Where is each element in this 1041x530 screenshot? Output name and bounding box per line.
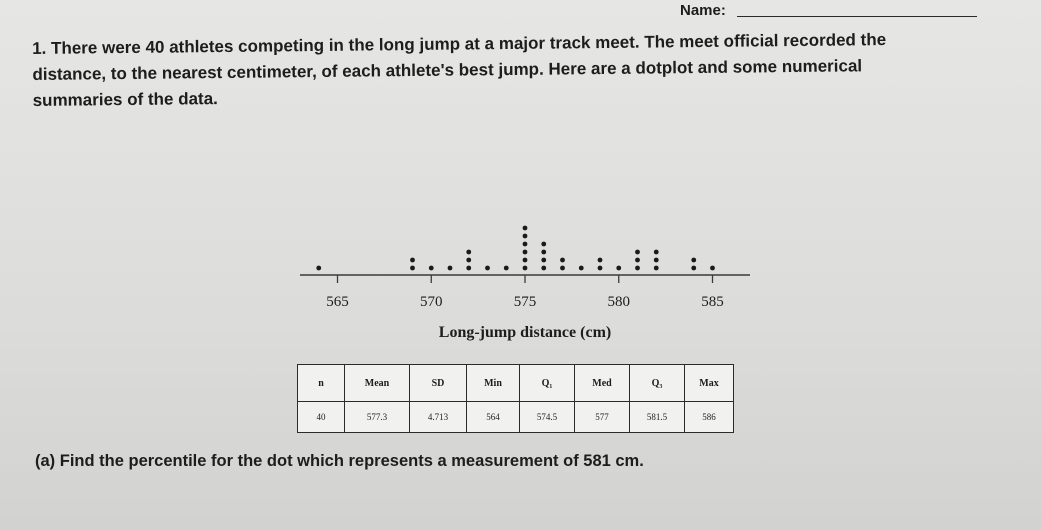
dot (598, 258, 603, 263)
dot (560, 266, 565, 271)
summary-value-row (298, 402, 734, 433)
dot (541, 242, 546, 247)
part-a-question: (a) Find the percentile for the dot which represents a measurement of 581 cm. (35, 452, 644, 470)
x-tick-label: 585 (701, 294, 724, 310)
dot (710, 266, 715, 271)
question-line-3: summaries of the data. (32, 89, 218, 110)
dot (560, 258, 565, 263)
dot (654, 266, 659, 271)
name-blank-line (737, 16, 977, 17)
x-tick-label: 575 (513, 294, 537, 310)
value-min: 564 (467, 402, 520, 433)
dot (523, 226, 528, 231)
question-line-1: 1. There were 40 athletes competing in the long jump at a major track meet. The meet official recorded the (32, 30, 887, 58)
dot (541, 258, 546, 263)
value-mean: 577.3 (345, 402, 410, 433)
dot (504, 266, 509, 271)
dot (635, 258, 640, 263)
dot (654, 250, 659, 255)
dot (635, 266, 640, 271)
dot (448, 266, 453, 271)
value-q3: 581.5 (630, 402, 685, 433)
dot (691, 258, 696, 263)
dot (635, 250, 640, 255)
dot (598, 266, 603, 271)
x-tick-label: 580 (607, 294, 630, 310)
dot (654, 258, 659, 263)
dotplot-chart (290, 200, 760, 350)
dot (466, 266, 471, 271)
dot (523, 266, 528, 271)
dot (316, 266, 321, 271)
value-n: 40 (298, 402, 345, 433)
x-tick-label: 570 (420, 294, 443, 310)
header-q1: Q₁ (520, 365, 575, 402)
name-label: Name: (680, 2, 726, 19)
dot (691, 266, 696, 271)
value-med: 577 (575, 402, 630, 433)
summary-header-row (298, 365, 734, 402)
question-text (32, 27, 933, 114)
question-line-2: distance, to the nearest centimeter, of each athlete's best jump. Here are a dotplot and some numerical (32, 56, 863, 84)
header-med: Med (575, 365, 630, 402)
header-sd: SD (410, 365, 467, 402)
dot (523, 234, 528, 239)
x-axis-label: Long-jump distance (cm) (438, 324, 612, 341)
dotplot-dots (316, 226, 715, 271)
header-max: Max (685, 365, 734, 402)
dot (466, 250, 471, 255)
dot (579, 266, 584, 271)
dot (485, 266, 490, 271)
header-mean: Mean (345, 365, 410, 402)
dot (410, 258, 415, 263)
dot (523, 258, 528, 263)
header-n: n (298, 365, 345, 402)
x-axis-ticks (326, 275, 724, 310)
summary-stats-table (297, 364, 734, 433)
header-min: Min (467, 365, 520, 402)
dot (429, 266, 434, 271)
dot (410, 266, 415, 271)
value-q1: 574.5 (520, 402, 575, 433)
dot (466, 258, 471, 263)
dot (523, 242, 528, 247)
dot (523, 250, 528, 255)
value-max: 586 (685, 402, 734, 433)
header-q3: Q₃ (630, 365, 685, 402)
dot (616, 266, 621, 271)
value-sd: 4.713 (410, 402, 467, 433)
dot (541, 250, 546, 255)
x-tick-label: 565 (326, 294, 349, 310)
dot (541, 266, 546, 271)
